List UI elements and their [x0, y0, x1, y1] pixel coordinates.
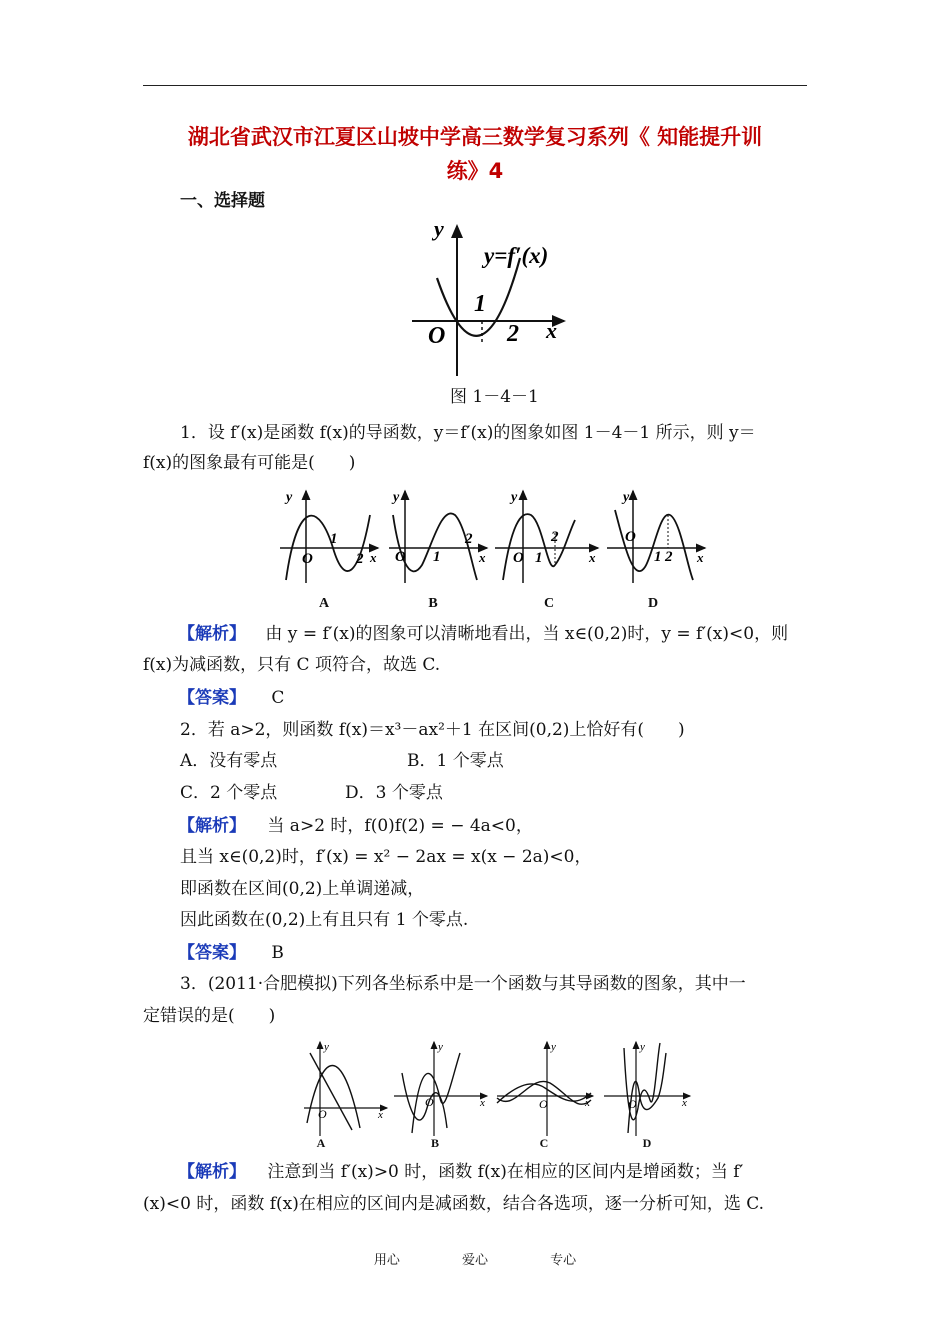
q1-analysis-line-1: 【解析】 由 y = f′(x)的图象可以清晰地看出，当 x∈(0,2)时，y = f′(x)<0，则 [178, 624, 789, 644]
svg-text:O: O [425, 1095, 434, 1109]
curve-label: y=f′(x) [484, 243, 549, 268]
svg-text:y: y [640, 1041, 645, 1053]
tick-1: 1 [474, 291, 486, 317]
svg-text:2: 2 [665, 549, 673, 565]
q2-option-c: C．2 个零点 [180, 783, 278, 803]
q2-option-b: B．1 个零点 [407, 751, 504, 771]
q3-graph-c [495, 1038, 600, 1138]
svg-text:y: y [511, 490, 518, 505]
q1-graph-d [605, 485, 710, 585]
q2-option-d: D．3 个零点 [345, 783, 443, 803]
main-y-label: y [434, 216, 444, 241]
svg-text:x: x [585, 1097, 590, 1109]
q3-stem-line-1: 3．(2011·合肥模拟)下列各坐标系中是一个函数与其导函数的图象，其中一 [180, 974, 746, 994]
q2-answer: 【答案】 B [178, 943, 284, 963]
q3-analysis-tag: 【解析】 [178, 1162, 246, 1182]
title-line-2: 练》4 [446, 159, 504, 183]
svg-text:2: 2 [356, 551, 364, 567]
q3-option-a: A [316, 1136, 326, 1150]
q1-analysis-tag: 【解析】 [178, 624, 246, 644]
q3-analysis-line-1: 【解析】 注意到当 f′(x)>0 时，函数 f(x)在相应的区间内是增函数；当 f′ [178, 1162, 744, 1182]
svg-text:y: y [324, 1041, 329, 1053]
title-line-1: 湖北省武汉市江夏区山坡中学高三数学复习系列《 知能提升训 [187, 125, 763, 149]
svg-text:1: 1 [330, 531, 338, 547]
q1-option-b: B [428, 596, 438, 611]
q2-analysis-tag: 【解析】 [178, 816, 246, 836]
q3-stem-line-2: 定错误的是( ) [143, 1006, 276, 1026]
svg-text:x: x [370, 550, 377, 565]
q2-analysis-line-2: 且当 x∈(0,2)时，f′(x) = x² − 2ax = x(x − 2a)<0， [180, 847, 592, 867]
main-x-label: x [546, 318, 557, 343]
q1-graph-b [387, 485, 492, 585]
svg-text:x: x [697, 550, 704, 565]
q2-answer-tag: 【答案】 [178, 943, 246, 963]
svg-text:y: y [393, 490, 400, 505]
svg-text:O: O [318, 1107, 327, 1121]
svg-text:x: x [589, 550, 596, 565]
svg-text:O: O [539, 1097, 548, 1111]
figure-caption: 图 1－4－1 [450, 387, 539, 407]
svg-text:x: x [682, 1097, 687, 1109]
svg-text:2: 2 [465, 531, 473, 547]
q1-option-d: D [647, 596, 659, 611]
svg-text:2: 2 [551, 529, 559, 545]
footer-item-2: 爱心 [461, 1253, 488, 1268]
q3-graph-b [392, 1038, 492, 1138]
svg-text:x: x [378, 1109, 383, 1121]
page-footer [0, 1249, 950, 1268]
svg-text:O: O [302, 551, 313, 567]
q3-analysis-line-2: (x)<0 时，函数 f(x)在相应的区间内是减函数，结合各选项，逐一分析可知，选 C. [143, 1194, 765, 1214]
q2-analysis-line-3: 即函数在区间(0,2)上单调递减， [180, 879, 425, 899]
q1-stem-line-1: 1．设 f′(x)是函数 f(x)的导函数，y＝f′(x)的图象如图 1－4－1 所示，则 y＝ [180, 423, 756, 443]
q3-option-d: D [642, 1136, 652, 1150]
q2-stem: 2．若 a>2，则函数 f(x)＝x³－ax²＋1 在区间(0,2)上恰好有( ) [180, 720, 685, 740]
q1-stem-line-2: f(x)的图象最有可能是( ) [143, 453, 356, 473]
q3-graph-a [302, 1038, 392, 1138]
q1-analysis-line-2: f(x)为减函数，只有 C 项符合，故选 C. [143, 655, 441, 675]
q3-option-b: B [430, 1136, 439, 1150]
svg-text:O: O [625, 529, 636, 545]
svg-text:O: O [628, 1097, 637, 1111]
q1-graph-c [493, 485, 603, 585]
svg-text:y: y [286, 490, 293, 505]
q3-graph-d [602, 1038, 697, 1138]
svg-text:x: x [479, 550, 486, 565]
svg-text:y: y [623, 490, 630, 505]
q1-graph-a [278, 485, 383, 585]
header-rule [143, 85, 807, 86]
q1-answer-tag: 【答案】 [178, 688, 246, 708]
q1-option-a: A [318, 596, 330, 611]
figure-1-4-1 [412, 218, 572, 378]
svg-text:y: y [551, 1041, 556, 1053]
q2-option-a: A．没有零点 [180, 751, 278, 771]
svg-text:1: 1 [535, 550, 543, 566]
q2-analysis-line-4: 因此函数在(0,2)上有且只有 1 个零点. [180, 910, 469, 930]
q2-analysis-line-1: 【解析】 当 a>2 时，f(0)f(2) = − 4a<0， [178, 816, 533, 836]
section-heading: 一、选择题 [180, 191, 265, 211]
main-origin: O [428, 323, 446, 349]
svg-text:1: 1 [433, 549, 441, 565]
svg-text:O: O [395, 549, 406, 565]
footer-item-1: 用心 [373, 1253, 400, 1268]
q1-option-c: C [543, 596, 555, 611]
q1-answer: 【答案】 C [178, 688, 285, 708]
svg-text:y: y [438, 1041, 443, 1053]
tick-2: 2 [507, 321, 519, 347]
svg-text:x: x [480, 1097, 485, 1109]
svg-text:1: 1 [654, 549, 662, 565]
svg-text:O: O [513, 550, 524, 566]
q3-option-c: C [539, 1136, 549, 1150]
footer-item-3: 专心 [550, 1253, 577, 1268]
